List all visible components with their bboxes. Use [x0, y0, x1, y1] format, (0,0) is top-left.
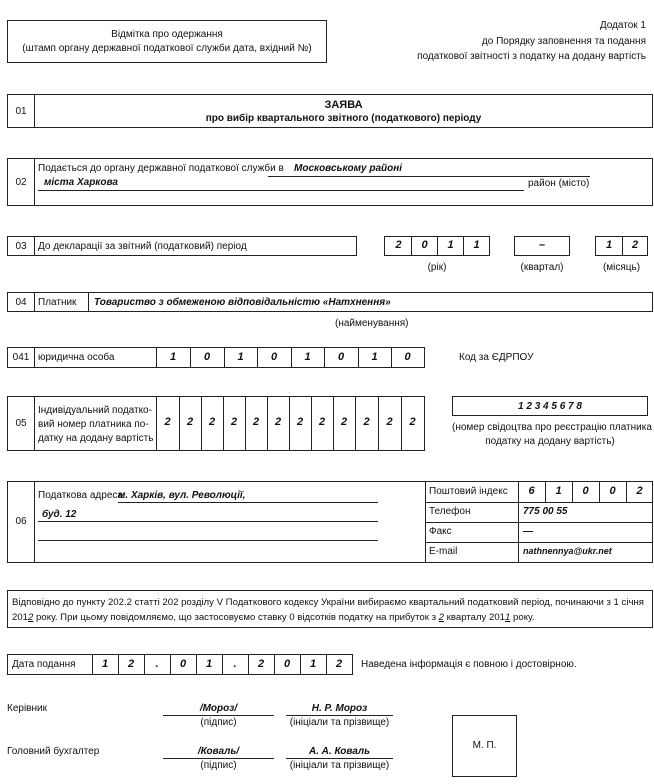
edrpou-digit[interactable]: 1: [169, 351, 177, 363]
statement-quarter[interactable]: 2: [438, 612, 445, 623]
vat-certificate-field[interactable]: [452, 396, 648, 416]
submission-date-row: [7, 654, 353, 675]
postal-digit[interactable]: 0: [609, 485, 616, 497]
appendix-line2: до Порядку заповнення та подання: [481, 36, 646, 47]
vat-digit[interactable]: 2: [186, 416, 194, 428]
year-caption: (рік): [427, 262, 447, 273]
quarter-caption: (квартал): [520, 262, 564, 273]
statement-box: [7, 590, 653, 628]
submission-date-label: Дата подання: [12, 659, 76, 670]
statement-line-1: Відповідно до пункту 202.2 статті 202 розділу V Податкового кодексу України вибираємо квартальний податковий період, починаючи з 1 січня: [12, 597, 644, 608]
year-digit: 2: [395, 239, 402, 251]
address-line-1[interactable]: м. Харків, вул. Революції,: [118, 490, 246, 501]
year-digit: 1: [447, 239, 454, 251]
submission-date-digit[interactable]: 2: [257, 658, 265, 670]
payer-caption: (найменування): [335, 318, 409, 329]
statement-year-digit[interactable]: 1: [505, 612, 511, 623]
row-05-code: 05: [15, 418, 27, 429]
confirmation-text: Наведена інформація є повною і достовірною.: [361, 659, 577, 670]
statement-line-2: 2012 року. При цьому повідомляємо, що застосовуємо ставку 0 відсотків податку на прибуток з 2 кварталу 2011 року.: [12, 612, 535, 623]
edrpou-digit[interactable]: 1: [371, 351, 378, 363]
row-02: [7, 158, 653, 206]
vat-certificate-number: 1 2 3 4 5 6 7 8: [518, 401, 582, 412]
vat-digit[interactable]: 2: [340, 416, 348, 428]
edrpou-digit[interactable]: 0: [404, 351, 411, 363]
vat-digit[interactable]: 2: [296, 416, 304, 428]
submission-date-digit[interactable]: 1: [205, 658, 213, 670]
appendix-title: Додаток 1: [599, 20, 646, 31]
seal-label: М. П.: [472, 740, 497, 751]
payer-name[interactable]: Товариство з обмеженою відповідальністю «Натхнення»: [94, 297, 391, 308]
month-field[interactable]: [595, 236, 648, 256]
row-04: [7, 292, 653, 312]
row-041: [7, 347, 425, 368]
quarter-field[interactable]: [514, 236, 570, 256]
edrpou-digit[interactable]: 0: [203, 351, 211, 363]
row-01: [7, 94, 653, 128]
accountant-name[interactable]: А. А. Коваль: [308, 746, 371, 757]
postal-digit[interactable]: 1: [555, 485, 562, 497]
submission-date-separator: .: [233, 658, 237, 670]
row-06: [7, 481, 653, 563]
edrpou-digit[interactable]: 0: [270, 351, 278, 363]
statement-start-year-digit[interactable]: 2: [28, 612, 34, 623]
postal-digit[interactable]: 2: [636, 485, 643, 497]
tax-office-suffix: район (місто): [528, 178, 590, 189]
accountant-signature[interactable]: /Коваль/: [197, 746, 240, 757]
accountant-name-caption: (ініціали та прізвище): [289, 760, 390, 771]
year-field[interactable]: [384, 236, 490, 256]
submission-date-separator: .: [155, 658, 159, 670]
phone-value[interactable]: 775 00 55: [523, 506, 568, 517]
submission-date-digit[interactable]: 2: [127, 658, 135, 670]
payer-label: Платник: [38, 297, 77, 308]
vat-digit[interactable]: 2: [208, 416, 216, 428]
vat-certificate-caption-1: (номер свідоцтва про реєстрацію платника: [452, 422, 652, 433]
edrpou-digit[interactable]: 1: [237, 351, 244, 363]
row-041-code: 041: [12, 352, 30, 363]
month-caption: (місяць): [602, 262, 641, 273]
email-value[interactable]: nathnennya@ukr.net: [523, 546, 612, 556]
tax-office-district[interactable]: Московському районі: [294, 163, 403, 174]
edrpou-caption: Код за ЄДРПОУ: [459, 352, 534, 363]
vat-number-label-1: Індивідуальний податко-: [38, 405, 152, 416]
vat-digit[interactable]: 2: [318, 416, 326, 428]
email-label: E-mail: [429, 546, 458, 557]
tax-office-city[interactable]: міста Харкова: [44, 177, 118, 188]
year-digit: 1: [473, 239, 480, 251]
tax-office-label: Подається до органу державної податкової служби в: [38, 163, 284, 174]
month-digit: 2: [631, 239, 639, 251]
edrpou-digit[interactable]: 1: [304, 351, 311, 363]
stamp-caption: (штамп органу державної податкової служби дата, вхідний №): [22, 43, 312, 54]
stamp-title: Відмітка про одержання: [111, 29, 223, 40]
appendix-line3: податкової звітності з податку на додану вартість: [417, 51, 646, 62]
period-label: До декларації за звітний (податковий) період: [38, 241, 247, 252]
vat-certificate-caption-2: податку на додану вартість): [485, 436, 615, 447]
month-digit: 1: [605, 239, 613, 251]
head-name[interactable]: Н. Р. Мороз: [311, 703, 368, 714]
legal-entity-label: юридична особа: [38, 352, 115, 363]
row-04-code: 04: [15, 297, 27, 308]
row-02-code: 02: [15, 177, 27, 188]
quarter-value: –: [538, 239, 546, 251]
vat-number-label-2: вий номер платника по-: [38, 419, 149, 430]
submission-date-digit[interactable]: 1: [101, 658, 109, 670]
vat-digit[interactable]: 2: [363, 416, 370, 428]
vat-digit[interactable]: 2: [274, 416, 282, 428]
submission-date-digit[interactable]: 0: [283, 658, 291, 670]
phone-label: Телефон: [429, 506, 471, 517]
submission-date-digit[interactable]: 1: [309, 658, 317, 670]
year-digit: 0: [421, 239, 428, 251]
receipt-stamp-box: [7, 20, 327, 63]
submission-date-digit[interactable]: 0: [179, 658, 187, 670]
row-03: [7, 236, 357, 256]
head-signature-caption: (підпис): [200, 717, 237, 728]
accountant-signature-caption: (підпис): [200, 760, 237, 771]
address-line-2[interactable]: буд. 12: [42, 509, 77, 520]
vat-digit[interactable]: 2: [409, 416, 416, 428]
row-01-code: 01: [15, 106, 27, 117]
seal-box: [452, 715, 517, 777]
vat-digit[interactable]: 2: [252, 416, 260, 428]
postal-digit[interactable]: 6: [528, 485, 535, 497]
fax-label: Факс: [429, 526, 452, 537]
fax-value[interactable]: —: [523, 526, 533, 537]
row-03-code: 03: [15, 241, 27, 252]
form-title: ЗАЯВА: [324, 99, 363, 111]
postal-digit[interactable]: 0: [582, 485, 589, 497]
head-name-caption: (ініціали та прізвище): [289, 717, 390, 728]
head-signature[interactable]: /Мороз/: [199, 703, 238, 714]
form-subtitle: про вибір квартального звітного (податкового) періоду: [205, 113, 482, 124]
submission-date-digit[interactable]: 2: [335, 658, 343, 670]
edrpou-digit[interactable]: 0: [337, 351, 345, 363]
vat-digit[interactable]: 2: [164, 416, 171, 428]
row-05: [7, 396, 425, 451]
row-06-code: 06: [15, 516, 27, 527]
accountant-label: Головний бухгалтер: [7, 746, 100, 757]
vat-number-label-3: датку на додану вартість: [38, 433, 154, 444]
postal-label: Поштовий індекс: [429, 486, 508, 497]
address-label: Податкова адреса: [38, 490, 123, 501]
vat-digit[interactable]: 2: [230, 416, 238, 428]
vat-digit[interactable]: 2: [386, 416, 393, 428]
head-label: Керівник: [7, 703, 47, 714]
